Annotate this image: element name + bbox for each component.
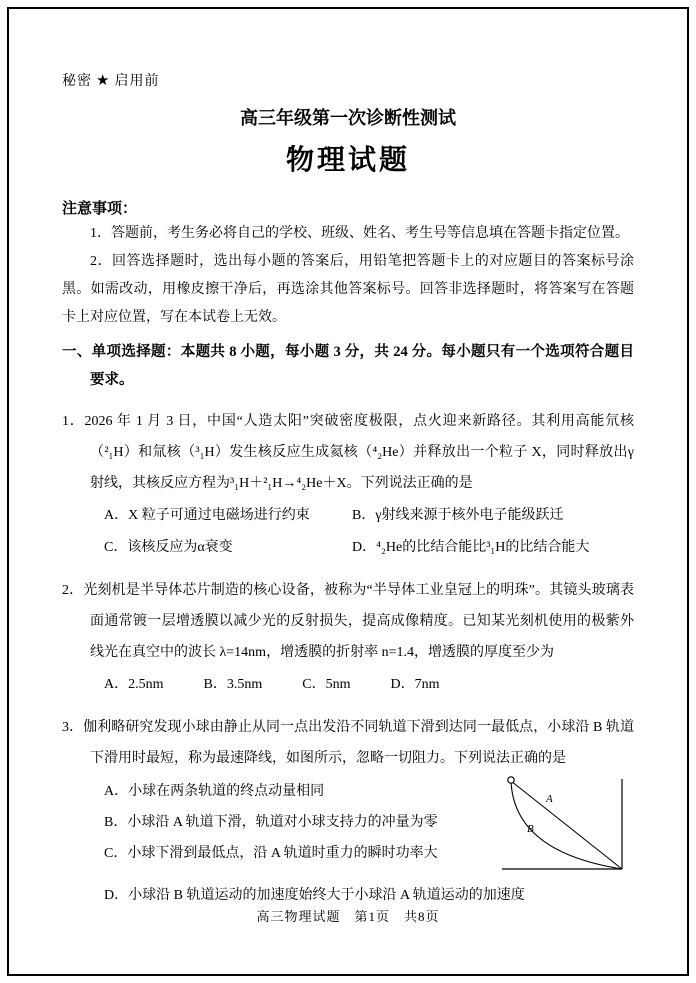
question-2 bbox=[62, 575, 634, 700]
question-3-option-c: C．小球下滑到最低点，沿 A 轨道时重力的瞬时功率大 bbox=[104, 846, 438, 861]
brachistochrone-figure bbox=[500, 772, 630, 876]
question-2-option-a: A．2.5nm bbox=[104, 677, 164, 692]
question-2-option-d: D．7nm bbox=[390, 677, 440, 692]
question-1-option-c: C．该核反应为α衰变 bbox=[104, 540, 233, 555]
question-3-stem: 3．伽利略研究发现小球由静止从同一点出发沿不同轨道下滑到达同一最低点，小球沿 B 轨道下滑用时最短，称为最速降线，如图所示，忽略一切阻力。下列说法正确的是 bbox=[62, 720, 634, 766]
track-a-label: A bbox=[546, 793, 553, 805]
question-3-option-b: B．小球沿 A 轨道下滑，轨道对小球支持力的冲量为零 bbox=[104, 815, 438, 830]
question-2-stem: 2．光刻机是半导体芯片制造的核心设备，被称为“半导体工业皇冠上的明珠”。其镜头玻璃表面通常镀一层增透膜以减少光的反射损失，提高成像精度。已知某光刻机使用的极紫外线光在真空中的波长 λ=14nm，增透膜的折射率 n=1.4，增透膜的厚度至少为 bbox=[62, 583, 634, 660]
question-1-stem: 1．2026 年 1 月 3 日，中国“人造太阳”突破密度极限，点火迎来新路径。其利用高能氘核（²₁H）和氚核（³₁H）发生核反应生成氦核（⁴₂He）并释放出一个粒子 X，同时释放出γ射线，其核反应方程为³₁H＋²₁H→⁴₂He＋X。下列说法正确的是 bbox=[62, 414, 634, 491]
question-3-option-a: A．小球在两条轨道的终点动量相同 bbox=[104, 784, 325, 799]
usage-note: 启用前 bbox=[114, 74, 160, 89]
page-footer: 高三物理试题 第1页 共8页 bbox=[256, 909, 440, 924]
question-3 bbox=[62, 712, 634, 911]
question-1-option-b: B．γ射线来源于核外电子能级跃迁 bbox=[352, 508, 564, 523]
exam-title: 高三年级第一次诊断性测试 bbox=[240, 107, 456, 128]
classification-label: 秘密 bbox=[62, 74, 92, 89]
start-point-circle bbox=[508, 777, 514, 783]
question-3-option-d: D．小球沿 B 轨道运动的加速度始终大于小球沿 A 轨道运动的加速度 bbox=[104, 888, 525, 903]
question-1 bbox=[62, 406, 634, 563]
notice-heading: 注意事项： bbox=[62, 200, 138, 217]
track-b-label: B bbox=[527, 823, 534, 835]
star-icon: ★ bbox=[96, 73, 111, 89]
question-1-option-d: D．⁴₂He的比结合能比³₁H的比结合能大 bbox=[352, 540, 590, 555]
classification-line bbox=[62, 70, 634, 93]
notice-item-2: 2．回答选择题时，选出每小题的答案后，用铅笔把答题卡上的对应题目的答案标号涂黑。如需改动，用橡皮擦干净后，再选涂其他答案标号。回答非选择题时，将答案写在答题卡上对应位置，写在本试卷上无效。 bbox=[62, 254, 634, 325]
section-heading: 一、单项选择题：本题共 8 小题，每小题 3 分，共 24 分。每小题只有一个选项符合题目要求。 bbox=[62, 344, 634, 388]
question-2-options bbox=[104, 670, 634, 700]
question-2-option-b: B．3.5nm bbox=[203, 677, 263, 692]
question-3-options bbox=[104, 776, 634, 911]
question-1-option-a: A．X 粒子可通过电磁场进行约束 bbox=[104, 508, 310, 523]
subject-title: 物理试题 bbox=[285, 144, 410, 176]
question-2-option-c: C．5nm bbox=[302, 677, 351, 692]
question-1-options bbox=[104, 501, 634, 563]
notice-item-1: 1．答题前，考生务必将自己的学校、班级、姓名、考生号等信息填在答题卡指定位置。 bbox=[90, 226, 629, 241]
